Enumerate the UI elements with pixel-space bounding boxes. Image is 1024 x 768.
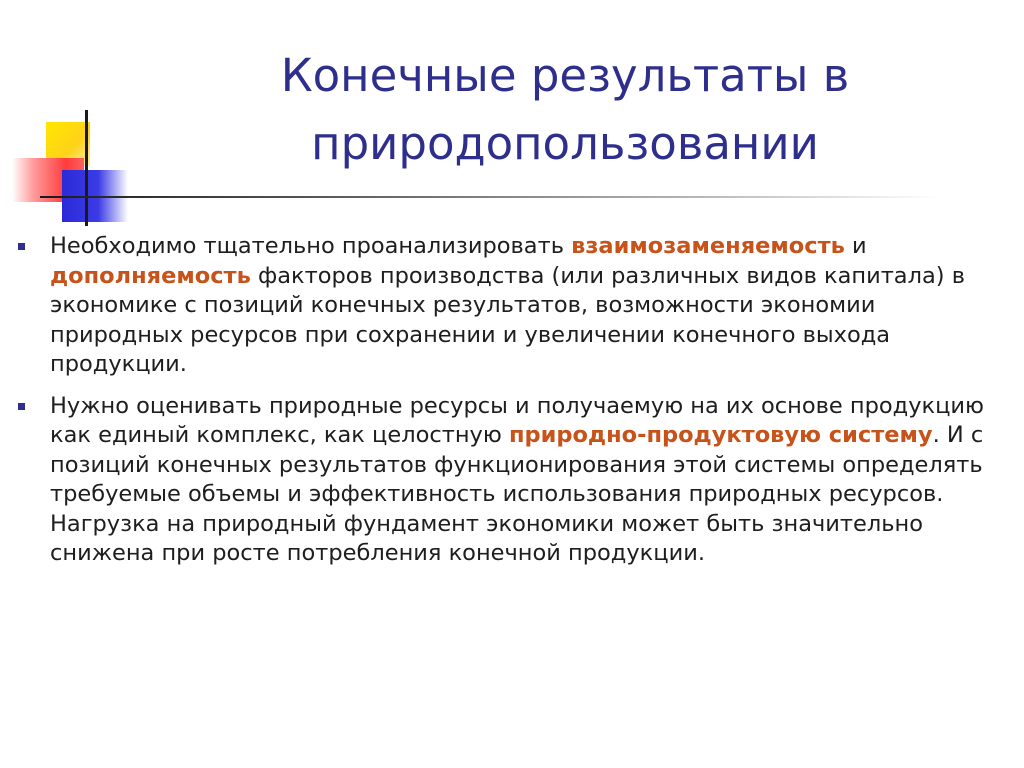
bullet-2-text-1: Нужно оценивать природные ресурсы и получаемую на их основе продукцию как единый комплекс, как целостную <box>50 392 984 448</box>
slide-title <box>150 42 980 178</box>
bullet-list <box>18 232 988 581</box>
square-bullet-icon <box>18 243 25 250</box>
bullet-1-highlight-2: дополняемость <box>50 262 251 289</box>
title-line-2: природопользовании <box>311 117 819 170</box>
bullet-2-text-2: . И с позиций конечных результатов функционирования этой системы определять требуемые объемы и эффективность использования природных ресурсов. Нагрузка на природный фундамент экономики может быть значительно снижена при росте потребления конечной продукции. <box>50 422 984 566</box>
logo-vertical-line <box>85 110 88 226</box>
bullet-1-text-3: факторов производства (или различных видов капитала) в экономике с позиций конечных результатов, возможности экономии природных ресурсов при сохранении и увеличении конечного выхода продукции. <box>50 262 965 377</box>
bullet-item-1 <box>18 232 988 380</box>
bullet-1-text-1: Необходимо тщательно проанализировать <box>50 233 572 259</box>
bullet-1-text-2: и <box>844 233 867 259</box>
bullet-item-2 <box>18 392 988 569</box>
bullet-1-highlight-1: взаимозаменяемость <box>571 233 845 259</box>
title-underline <box>40 196 940 198</box>
title-line-1: Конечные результаты в <box>280 49 850 102</box>
bullet-2-highlight-1: природно-продуктовую систему <box>508 422 933 448</box>
square-bullet-icon <box>18 403 25 410</box>
